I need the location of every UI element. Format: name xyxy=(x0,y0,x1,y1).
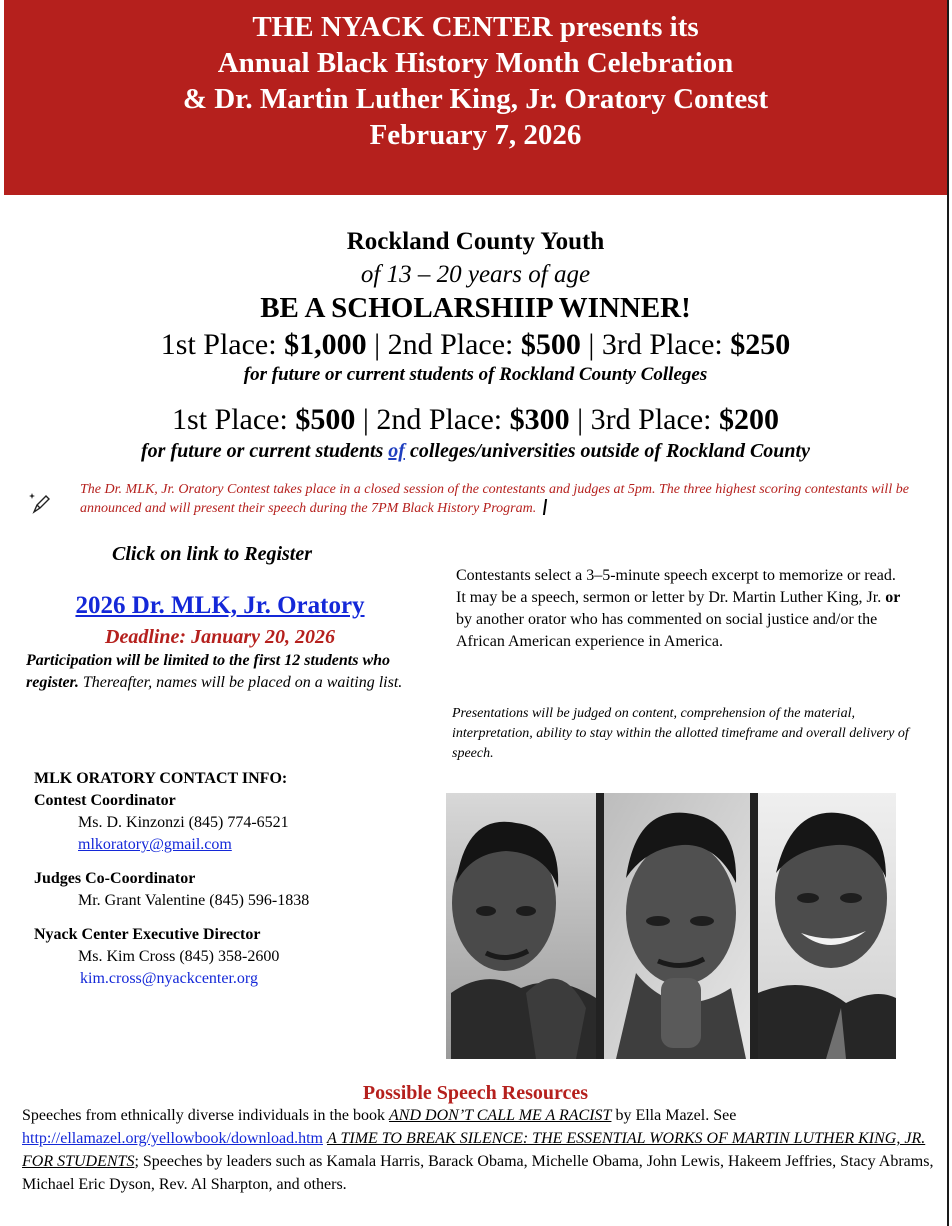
contact-info xyxy=(34,768,434,990)
resources-title: Possible Speech Resources xyxy=(362,1082,589,1104)
prize-1-label: 1st Place: xyxy=(160,328,285,361)
res-t2: by Ella Mazel. See xyxy=(611,1107,737,1124)
note-before: for future or current students xyxy=(141,440,389,462)
director-title: Nyack Center Executive Director xyxy=(34,926,261,943)
rules-or: or xyxy=(885,589,901,606)
coordinator-title: Contest Coordinator xyxy=(34,792,176,809)
session-note-text: The Dr. MLK, Jr. Oratory Contest takes place in a closed session of the contestants and judges at 5pm. The three highest scoring contestants will be announced and will present their speech during the 7PM Black History Program. xyxy=(80,482,909,516)
register-prompt: Click on link to Register xyxy=(112,543,313,565)
age-range: of 13 – 20 years of age xyxy=(360,261,591,288)
prize-sep: | xyxy=(580,328,602,361)
participation-limit xyxy=(26,650,426,694)
res-t1: Speeches from ethnically diverse individuals in the book xyxy=(22,1107,390,1124)
res-t4: ; Speeches by leaders such as Kamala Harris, Barack Obama, Michelle Obama, John Lewis, Hakeem Jeffries, Stacy Abrams, Michael Eric Dyson, Rev. Al Sharpton, and others. xyxy=(22,1153,934,1193)
prizes-rockland-note: for future or current students of Rockland County Colleges xyxy=(243,364,708,385)
judges-name: Mr. Grant Valentine (845) 596-1838 xyxy=(78,892,310,909)
prize-2-label: 2nd Place: xyxy=(387,328,521,361)
deadline: Deadline: January 20, 2026 xyxy=(105,626,335,648)
banner-line-3: & Dr. Martin Luther King, Jr. Oratory Contest xyxy=(182,83,769,115)
resources-text xyxy=(22,1104,937,1196)
coordinator-name: Ms. D. Kinzonzi (845) 774-6521 xyxy=(78,814,289,831)
contest-rules xyxy=(456,565,906,653)
page-edge xyxy=(947,0,949,1226)
prize-1-value: $500 xyxy=(295,403,356,436)
text-cursor xyxy=(543,499,547,515)
director-name: Ms. Kim Cross (845) 358-2600 xyxy=(78,948,280,965)
coordinator-email-link[interactable]: mlkoratory@gmail.com xyxy=(78,836,232,853)
banner-line-1: THE NYACK CENTER presents its xyxy=(252,11,699,43)
prizes-outside-note xyxy=(4,440,947,463)
banner-date: February 7, 2026 xyxy=(369,119,582,151)
prize-sep: | xyxy=(355,403,377,436)
prizes-outside xyxy=(4,403,947,437)
prize-3-value: $200 xyxy=(718,403,779,436)
session-note xyxy=(80,480,920,518)
prize-1-value: $1,000 xyxy=(284,328,367,361)
prize-2-label: 2nd Place: xyxy=(376,403,510,436)
book-title-2: A TIME TO BREAK SILENCE: THE ESSENTIAL WORKS OF MARTIN LUTHER KING, JR. FOR STUDENTS xyxy=(22,1130,926,1170)
header-banner xyxy=(4,0,947,195)
sparkle-pen-icon[interactable] xyxy=(28,492,52,514)
prize-1-label: 1st Place: xyxy=(172,403,296,436)
contact-heading: MLK ORATORY CONTACT INFO: xyxy=(34,770,288,787)
prize-3-label: 3rd Place: xyxy=(601,328,731,361)
note-of: of xyxy=(388,440,405,462)
prize-3-value: $250 xyxy=(730,328,791,361)
limit-rest: Thereafter, names will be placed on a waiting list. xyxy=(78,674,403,691)
mlk-portraits-image xyxy=(446,793,896,1059)
registration-link[interactable]: 2026 Dr. MLK, Jr. Oratory xyxy=(75,592,365,619)
book-title-1: AND DON’T CALL ME A RACIST xyxy=(389,1107,612,1124)
prize-2-value: $500 xyxy=(520,328,581,361)
prizes-rockland xyxy=(4,328,947,362)
note-after: colleges/universities outside of Rockland County xyxy=(404,440,810,462)
judging-criteria: Presentations will be judged on content, comprehension of the material, interpretation, ability to stay within the allotted timeframe and overall delivery of speech. xyxy=(452,706,909,761)
prize-sep: | xyxy=(569,403,591,436)
youth-heading: Rockland County Youth xyxy=(346,228,605,255)
rules-a: Contestants select a 3–5-minute speech excerpt to memorize or read. It may be a speech, sermon or letter by Dr. Martin Luther King, Jr. xyxy=(456,567,896,606)
yellowbook-link[interactable]: http://ellamazel.org/yellowbook/download.htm xyxy=(22,1130,323,1147)
banner-line-2: Annual Black History Month Celebration xyxy=(217,47,734,79)
prize-3-label: 3rd Place: xyxy=(590,403,719,436)
director-email-link[interactable]: kim.cross@nyackcenter.org xyxy=(80,970,258,987)
prize-sep: | xyxy=(366,328,388,361)
rules-b: by another orator who has commented on social justice and/or the African American experience in America. xyxy=(456,611,878,650)
scholarship-heading: BE A SCHOLARSHIIP WINNER! xyxy=(260,292,691,324)
prize-2-value: $300 xyxy=(509,403,570,436)
judges-title: Judges Co-Coordinator xyxy=(34,870,196,887)
limit-bold: Participation will be limited to the first 12 students who register. xyxy=(26,652,391,691)
